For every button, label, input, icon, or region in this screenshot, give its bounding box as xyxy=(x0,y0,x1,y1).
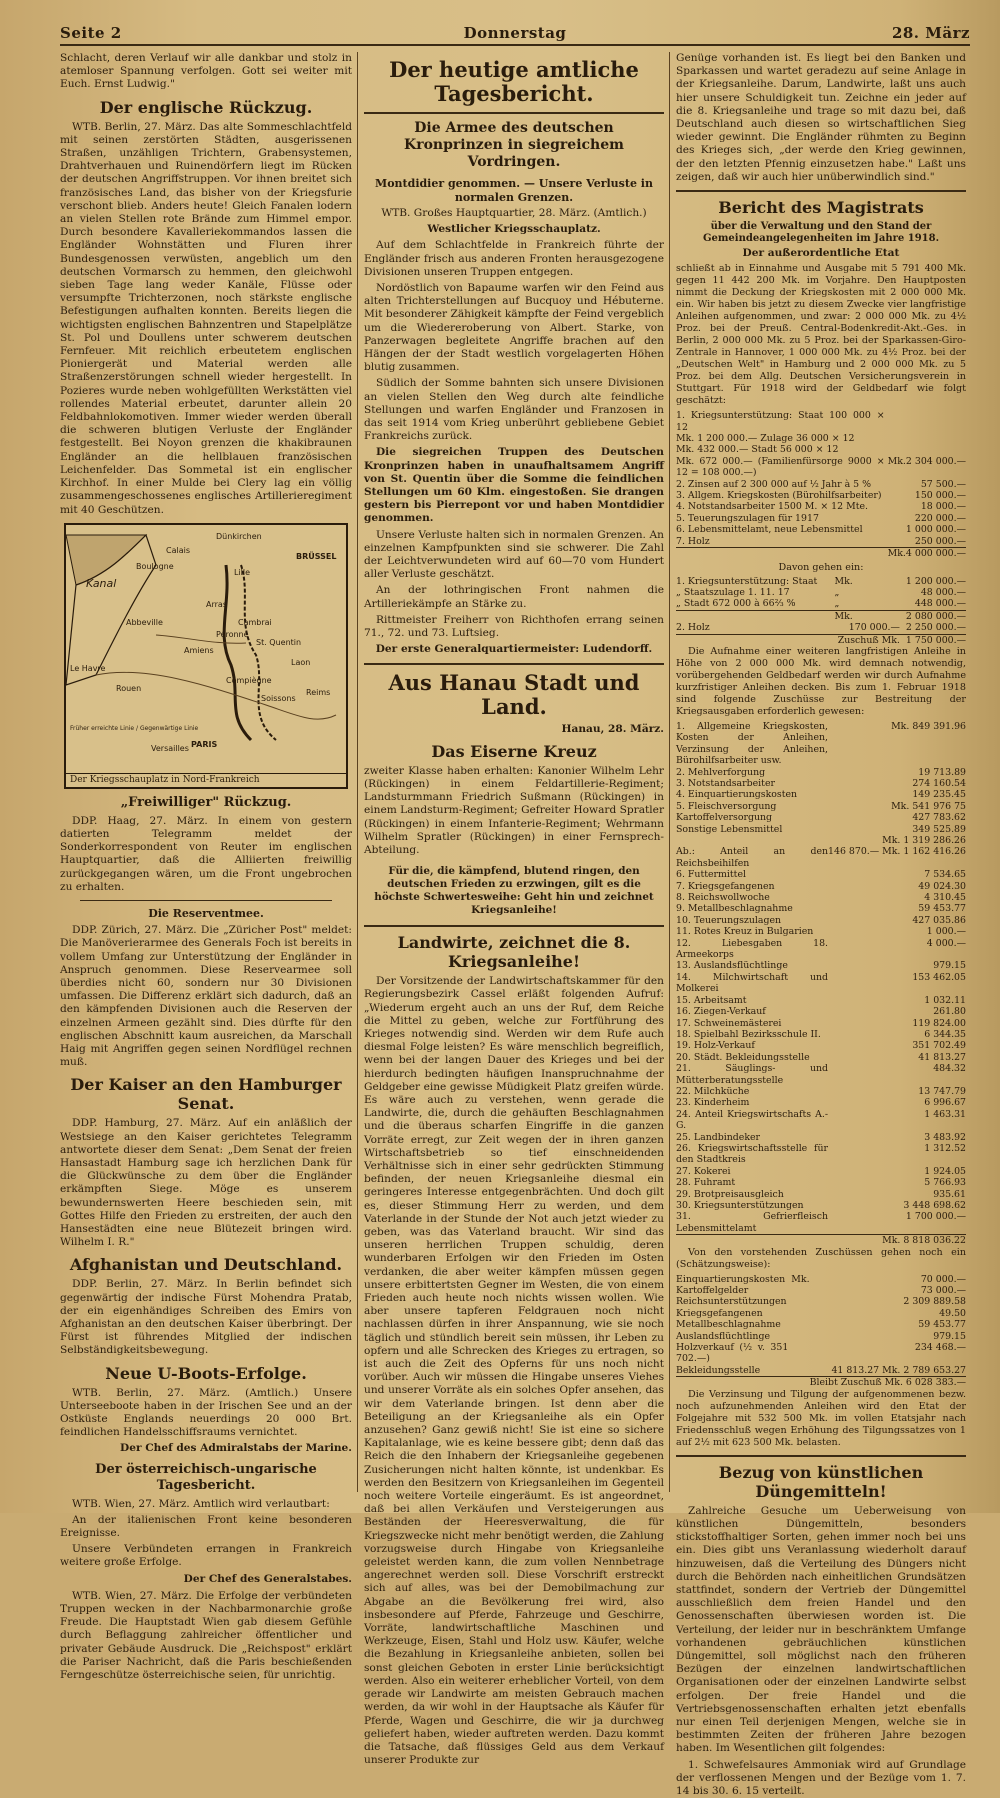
report-paragraph: Auf dem Schlachtfelde in Frankreich führte der Engländer frisch aus anderen Fronten herausgezogene Divisionen unseren Truppen entgegen. xyxy=(364,239,664,278)
table-cell: „ Stadt 672 000 à 66⅔ % xyxy=(676,598,796,610)
table-cell xyxy=(885,479,906,490)
table-row xyxy=(676,915,966,926)
separator xyxy=(364,663,664,665)
table-cell: 2 304 000.— xyxy=(905,455,966,467)
subheadline: über die Verwaltung und den Stand der Gemeindeangelegenheiten im Jahre 1918. xyxy=(702,221,940,245)
table-cell: Holzverkauf (½ v. 351 702.—) xyxy=(676,1342,789,1365)
table-row xyxy=(676,456,966,479)
income-table xyxy=(676,576,966,646)
table-row xyxy=(676,835,966,846)
table-cell: 150 000.— xyxy=(914,490,966,502)
table-cell: Mk. xyxy=(834,575,853,587)
table-cell: 5 766.93 xyxy=(924,1177,966,1189)
table-row xyxy=(676,824,966,835)
map-town-label: Péronne xyxy=(216,629,249,639)
article-text: Zahlreiche Gesuche um Ueberweisung von künstlichen Düngemitteln, besonders stickstoffhaltiger Sorten, gehen immer noch bei uns ein. Dies gibt uns Veranlassung wiederholt darauf hinzuweisen, daß die Verteilung des Düngers nicht durch die Behörden nach einheitlichen Grundsätzen stattfindet, sondern der Vertrieb der Düngemittel ausschließlich dem freien Handel und den Genossenschaften überwiesen worden ist. Die Verteilung, der leider nur in beschränktem Umfange vorhandenen gebräuchlichen künstlichen Düngemittel, soll möglichst nach den früheren Bezügen der einzelnen landwirtschaftlichen Organisationen oder der einzelnen Landwirte selbst erfolgen. Der freie Handel und die Vertriebsgenossenschaften erhalten jetzt ebenfalls nur einen Teil derjenigen Mengen, welche sie in bestimmten Zeiten der früheren Jahre bezogen haben. Im Wesentlichen gilt folgendes: xyxy=(676,1504,966,1755)
table-row xyxy=(676,892,966,903)
map-town-label: Abbeville xyxy=(126,617,163,627)
table-row xyxy=(676,1211,966,1234)
table-cell: Bekleidungsstelle xyxy=(676,1364,761,1376)
table-row xyxy=(676,1177,966,1188)
table-cell: 6 344.35 xyxy=(924,1028,966,1040)
column-rule xyxy=(357,52,358,1492)
map-drawing xyxy=(66,525,346,765)
map-town-label: Arras xyxy=(206,599,227,609)
article-title: Der Kaiser an den Hamburger Senat. xyxy=(70,1075,342,1114)
table-row xyxy=(676,1319,966,1330)
table-row xyxy=(676,490,966,501)
column-2 xyxy=(364,52,665,1767)
table-cell: 2. Zinsen auf 2 300 000 auf ½ Jahr à 5 % xyxy=(676,478,872,490)
table-cell: 1. Allgemeine Kriegskosten, Kosten der Anleihen, Verzinsung der Anleihen, Bürohilfsarbeiter usw. xyxy=(676,720,829,767)
table-cell: 979.15 xyxy=(933,1330,966,1342)
article-title: Afghanistan und Deutschland. xyxy=(69,1255,343,1275)
war-map xyxy=(64,523,348,789)
table-cell: 1 000.— xyxy=(926,926,966,938)
map-town-label: Rouen xyxy=(116,683,142,693)
table-row xyxy=(676,598,966,610)
table-cell xyxy=(788,1296,809,1307)
table-cell: 4 000.— xyxy=(926,937,966,949)
table-row xyxy=(676,801,966,812)
table-cell xyxy=(906,410,966,433)
table-cell: 23. Kinderheim xyxy=(676,1097,750,1109)
table-cell: 25. Landbindeker xyxy=(676,1131,761,1143)
table-cell: 26. Kriegswirtschaftsstelle für den Stadtkreis xyxy=(676,1142,829,1166)
table-cell: 484.32 xyxy=(933,1063,966,1075)
map-town-label: Amiens xyxy=(184,645,214,655)
map-town-label: Soissons xyxy=(261,693,296,703)
table-row xyxy=(676,1331,966,1342)
river-seine xyxy=(96,672,336,719)
table-cell: 73 000.— xyxy=(920,1285,966,1297)
table-cell: 234 468.— xyxy=(914,1342,966,1354)
article-text: Die Aufnahme einer weiteren langfristigen Anleihe in Höhe von 2 000 000 Mk. wird demnach notwendig, vorübergehenden Geldbedarf werden wir durch Aufnahme kurzfristiger Anleihen decken. Bis zum 1. Februar 1918 sind folgende Zuschüsse zur Bestreitung der Kriegsausgaben erforderlich gewesen: xyxy=(676,645,966,717)
table-row xyxy=(676,1018,966,1029)
table-cell: 5. Fleischversorgung xyxy=(676,800,777,812)
map-town-label: Boulogne xyxy=(136,561,174,571)
table-cell: 7 534.65 xyxy=(924,869,966,881)
map-town-label: Dünkirchen xyxy=(216,531,262,541)
table-cell: 19 713.89 xyxy=(918,766,966,778)
table-cell: 351 702.49 xyxy=(912,1040,966,1052)
table-cell: 18 000.— xyxy=(920,501,966,513)
article-text: Der Vorsitzende der Landwirtschaftskammer für den Regierungsbezirk Cassel erläßt folgenden Aufruf: „Wiederum ergeht auch an uns der Ruf, dem Reiche die Mittel zu geben, welche zur Fortführung des Krieges notwendig sind. Werden wir dem Rufe auch diesmal Folge leisten? Es wäre menschlich begreiflich, wenn bei der langen Dauer des Krieges und bei der hierdurch bedingten häufigen Inanspruchnahme der Geldgeber eine gewisse Müdigkeit Platz greifen würde. Es wäre auch zu verstehen, wenn gerade die Landwirte, die, durch die gehäuften Beschlagnahmen und die überaus scharfen Eingriffe in die ganzen Vorräte erregt, zur Zeit wegen der in ihren ganzen Wirtschaftsbetrieb so tief einschneidenden Verhältnisse sich in einer sehr gedrückten Stimmung befinden, der neuen Kriegsanleihe diesmal ein geringeres Interesse entgegenbrächten. Und doch gilt es, dieser Stimmung Herr zu werden, und dem Vaterlande in der Stunde der Not auch jetzt wieder zu geben, was das Vaterland braucht. Wir sind das unseren herrlichen Truppen schuldig, deren wunderbaren Erfolgen wir den Frieden im Osten verdanken, die aber weiter kämpfen müssen gegen unsere erbittertsten Gegner im Westen, die von einem Frieden auch heute noch nichts wissen wollen. Wie aber unsere tapferen Feldgrauen noch nicht nachlassen dürfen in ihrer Anspannung, wie sie noch täglich und stündlich bereit sein müssen, ihr Leben zu opfern und alle Schrecken des Krieges zu ertragen, so ist auch die Zeit des Opferns für uns noch nicht vorüber. Auch wir müssen die Hingabe unseres Viehes und unserer Vorräte als ein solches Opfer ansehen, das wir dem Vaterlande bringen. Ist denn aber die Beteiligung an der Kriegsanleihe als ein Opfer anzusehen? Ganz gewiß nicht! Sie ist eine so sichere Kapitalanlage, wie es keine bessere gibt; denn daß das Reich die den Inhabern der Kriegsanleihe gegebenen Zusicherungen nicht halten könnte, ist undenkbar. Es werden den Besitzern von Kriegsanleihen im Gegenteil noch weitere Vorteile eingeräumt. Es ist angeordnet, daß bei allen Verkäufen und Versteigerungen aus Beständen der Heeresverwaltung, die für Kriegszwecke nicht mehr benötigt werden, die Zahlung vorzugsweise durch Hingabe von Kriegsanleihe geleistet werden kann, die zum vollen Nennbetrage angerechnet werden soll. Diese Vorschrift erstreckt sich auf alles, was bei der Demobilmachung zur Abgabe an die Bevölkerung frei wird, also insbesondere auf Pferde, Fahrzeuge und Geschirre, Vorräte, landwirtschaftliche Maschinen und Werkzeuge, Eisen, Stahl und Holz usw. Käufer, welche die Bezahlung in Kriegsanleihe anbieten, sollen bei sonst gleichen Geboten in erster Linie berücksichtigt werden. Also ein weiterer erheblicher Vorteil, von dem gerade wir Landwirte am meisten Gebrauch machen werden, da wir wohl in der Hauptsache als Käufer für Pferde, Wagen und Geschirre, die wir ja durchweg geliefert haben, wieder auftreten werden. Dazu kommt die Tatsache, daß flüssiges Geld aus dem Verkauf unserer Produkte zur xyxy=(364,975,664,1767)
article-text: schließt ab in Einnahme und Ausgabe mit 5 791 400 Mk. gegen 11 442 200 Mk. im Vorjahre. Den Hauptposten nimmt die Deckung der Kriegskosten mit 2 000 000 Mk. ein. Wir haben bis jetzt zu diesem Zwecke vier langfristige Anleihen aufgenommen, und zwar: 2 000 000 Mk. zu 4½ Proz. bei der Preuß. Central-Bodenkredit-Akt.-Ges. in Berlin, 2 000 000 Mk. zu 5 Proz. bei der Sparkassen-Giro-Zentrale in Hannover, 1 000 000 Mk. zu 4½ Proz. bei der „Deutschen Welt" in Hamburg und 2 000 000 Mk. zu 5 Proz. bei dem Allg. Deutschen Versicherungsverein in Stuttgart. Für 1918 wird der Geldbedarf wie folgt geschätzt: xyxy=(676,263,966,407)
table-cell: 250 000.— xyxy=(914,535,966,547)
table-cell: Mk. xyxy=(885,548,906,560)
verse: Für die, die kämpfend, blutend ringen, den deutschen Frieden zu erzwingen, gilt es die höchste Schwertesweihe: Geht hin und zeichnet Kriegsanleihe! xyxy=(374,865,654,917)
article-text: Von den vorstehenden Zuschüssen gehen noch ein (Schätzungsweise): xyxy=(676,1246,966,1270)
table-cell: Kartoffelgelder xyxy=(676,1285,749,1297)
map-town-label: Cambrai xyxy=(238,617,272,627)
table-cell: 49.50 xyxy=(939,1307,966,1319)
subheadline: Montdidier genommen. — Unsere Verluste in normalen Grenzen. xyxy=(375,177,653,204)
table-cell: 2 250 000.— xyxy=(905,622,966,634)
table-cell: 30. Kriegsunterstützungen xyxy=(676,1200,804,1212)
table-cell: „ xyxy=(834,586,840,598)
report-paragraph: An der lothringischen Front nahmen die Artilleriekämpfe an Stärke zu. xyxy=(364,584,664,610)
table-cell: 1 924.05 xyxy=(924,1165,966,1177)
table-row xyxy=(676,576,966,587)
front-line-current xyxy=(224,565,251,740)
table-cell: 8. Reichswollwoche xyxy=(676,892,770,904)
table-row xyxy=(676,410,966,433)
article-title: „Freiwilliger" Rückzug. xyxy=(120,794,292,810)
map-town-label: Le Havre xyxy=(70,663,106,673)
article-text: Die Verzinsung und Tilgung der aufgenommenen bezw. noch aufzunehmenden Anleihen wird den Etat der Folgejahre mit 532 500 Mk. im vollen Etatsjahr nach Friedensschluß wegen Erhöhung des Tilgungssatzes von 1 auf 2½ mit 623 500 Mk. belasten. xyxy=(676,1388,966,1448)
table-cell: 4. Notstandsarbeiter 1500 M. × 12 Mte. xyxy=(676,501,868,513)
table-cell xyxy=(788,1319,809,1330)
table-cell: 70 000.— xyxy=(920,1273,966,1285)
table-cell: 4 000 000.— xyxy=(905,548,966,560)
table-cell: 12. Liebesgaben 18. Armeekorps xyxy=(676,937,829,961)
table-cell: 6. Lebensmittelamt, neue Lebensmittel xyxy=(676,524,863,536)
article-text: Genüge vorhanden ist. Es liegt bei den Banken und Sparkassen und wartet geradezu auf seine Anlage in der Kriegsanleihe. Darum, Landwirte, laßt uns auch hier unsere Schuldigkeit tun. Zeichne ein jeder auf die 8. Kriegsanleihe und trage so mit dazu bei, daß Deutschland auch diesen so wirtschaftlichen Sieg wieder gewinnt. Die Engländer rühmten zu Beginn des Krieges sich, „der werde den Krieg gewinnen, der den letzten Pfennig einzusetzen habe." Laßt uns zeigen, daß wir auch hier unüberwindlich sind." xyxy=(676,52,966,183)
table-cell: Mk. 1 200 000.— Zulage 36 000 × 12 xyxy=(676,433,855,445)
table-cell: Einquartierungskosten xyxy=(676,1273,786,1285)
table-cell: 49 024.30 xyxy=(918,880,966,892)
table-cell: 448 000.— xyxy=(914,598,966,610)
table-cell: 1 312.52 xyxy=(924,1142,966,1154)
table-row xyxy=(676,444,966,455)
page-header xyxy=(60,22,970,46)
table-cell: Mk. 1 319 286.26 xyxy=(882,835,966,847)
table-row xyxy=(676,536,966,548)
table-cell: 9. Metallbeschlagnahme xyxy=(676,903,793,915)
report-paragraph: Die siegreichen Truppen des Deutschen Kronprinzen haben in unaufhaltsamem Angriff von St. Quentin über die Somme die feindlichen Stellungen um 60 Klm. eingestoßen. Sie drangen gestern bis Pierrepont vor und haben Montdidier genommen. xyxy=(364,446,664,525)
date: 28. März xyxy=(891,24,970,42)
weekday: Donnerstag xyxy=(463,24,567,42)
table-cell xyxy=(885,490,906,501)
table-cell: 27. Kokerei xyxy=(676,1165,731,1177)
table-cell: Mk. 849 391.96 xyxy=(891,720,966,732)
table-row xyxy=(676,479,966,490)
table-row xyxy=(676,1189,966,1200)
table-cell xyxy=(906,433,966,444)
table-cell: 22. Milchküche xyxy=(676,1085,750,1097)
separator xyxy=(80,900,332,901)
table-row xyxy=(676,926,966,937)
table-cell: 5. Teuerungszulagen für 1917 xyxy=(676,512,819,524)
article-text: WTB. Berlin, 27. März. Das alte Sommeschlachtfeld mit seinen zerstörten Städten, ausgerissenen Straßen, unzähligen Trichtern, Grabensystemen, Drahtverhauen und Ruinendörfern liegt im Rücken der deutschen Angriffstruppen. Vor ihnen breitet sich französisches Land, das bisher von der Kriegsfurie verschont blieb. Anders heute! Gleich Fanalen lodern an vielen Stellen rote Brände zum Himmel empor. Durch besondere Kavalleriekommandos lassen die Engländer Wohnstätten und Fluren ihrer Bundesgenossen verwüsten, angeblich um den deutschen Vormarsch zu hemmen, den gleichwohl sieben Tage lang weder Kanäle, Flüsse oder versumpfte Trichterzonen, noch stärkste englische Befestigungen aufhalten konnten. Bereits liegen die wichtigsten englischen Bahnzentren und Stapelplätze St. Pol und Doullens unter schwerem deutschen Fernfeuer. Mit reichlich erbeutetem englischen Pioniergerät und Material werden alle Straßenzerstörungen schnell wieder hergestellt. In Pozieres wurde neben wohlgefüllten Werkstätten viel rollendes Material erbeutet, darunter allein 20 Feldbahnlokomotiven. Immer wieder werden überall die schweren blutigen Verluste der Engländer festgestellt. Bei Noyon grenzen die khakibraunen Engländer an die hellblauen französischen Leichenfelder. Das Sommetal ist ein englischer Kirchhof. In einer Mulde bei Clery lag ein völlig zusammengeschossenes englisches Artillerieregiment mit 40 Geschützen. xyxy=(60,120,352,516)
table-cell: Reichsunterstützungen xyxy=(676,1296,787,1308)
table-row xyxy=(676,778,966,789)
table-cell: 1 463.31 xyxy=(924,1108,966,1120)
table-cell: 10. Teuerungszulagen xyxy=(676,914,782,926)
report-paragraph: Rittmeister Freiherr von Richthofen errang seinen 71., 72. und 73. Luftsieg. xyxy=(364,613,664,640)
article-title: Die Reserventmee. xyxy=(148,906,264,920)
table-row xyxy=(676,972,966,995)
table-row xyxy=(676,881,966,892)
map-town-label: PARIS xyxy=(191,739,218,749)
table-row xyxy=(676,903,966,914)
section-title: Der außerordentliche Etat xyxy=(742,247,900,260)
table-cell xyxy=(788,1285,809,1296)
article-text: WTB. Wien, 27. März. Die Erfolge der verbündeten Truppen wecken in der Nachbarmonarchie große Freude. Die Hauptstadt Wien gab diesem Gefühle durch Beflaggung zahlreicher öffentlicher und privater Gebäude Ausdruck. Die „Reichspost" erklärt die Pariser Nachricht, daß die Paris beschießenden Ferngeschütze österreichische seien, für unrichtig. xyxy=(60,1589,352,1682)
table-cell: 349 525.89 xyxy=(912,823,966,835)
table-row xyxy=(676,960,966,971)
table-row xyxy=(676,1342,966,1365)
table-row xyxy=(676,869,966,880)
table-cell: 41 813.27 xyxy=(918,1051,966,1063)
table-row xyxy=(676,995,966,1006)
table-row xyxy=(676,501,966,512)
table-cell: 935.61 xyxy=(933,1188,966,1200)
table-cell: 979.15 xyxy=(933,960,966,972)
map-legend: Früher erreichte Linie / Gegenwärtige Linie xyxy=(70,724,199,732)
table-cell: 1 032.11 xyxy=(924,994,966,1006)
article-title: Der österreichisch-ungarische Tagesbericht. xyxy=(95,1461,317,1493)
column-1 xyxy=(60,52,352,1682)
table-row xyxy=(676,1200,966,1211)
table-cell: 29. Brotpreisausgleich xyxy=(676,1188,784,1200)
article-text: DDP. Hamburg, 27. März. Auf ein anläßlich der Westsiege an den Kaiser gerichtetes Telegramm antwortete dieser dem Senat: „Dem Senat der freien Hansastadt Hamburg sage ich herzlichen Dank für die Glückwünsche zu dem über die Engländer erkämpften Siege. Möge es unserem bewundernswerten Heere beschieden sein, mit Gottes Hilfe den Frieden zu erstreiten, der auch den Hansestädten eine neue Blütezeit bringen wird. Wilhelm I. R." xyxy=(60,1117,352,1249)
table-row xyxy=(676,789,966,800)
table-cell: 17. Schweinemästerei xyxy=(676,1017,782,1029)
table-cell xyxy=(885,501,906,512)
front-line-early xyxy=(241,565,276,740)
table-cell: Auslandsflüchtlinge xyxy=(676,1330,770,1342)
map-town-label: Calais xyxy=(166,545,191,555)
table-heading: Davon gehen ein: xyxy=(778,561,864,573)
article-title: Landwirte, zeichnet die 8. Kriegsanleihe! xyxy=(397,933,631,972)
page-number: Seite 2 xyxy=(60,24,122,42)
intro-text: Schlacht, deren Verlauf wir alle dankbar und stolz in atemloser Spannung verfolgen. Gott sei weiter mit Euch. Ernst Ludwig." xyxy=(60,52,352,91)
table-cell: 7. Kriegsgefangenen xyxy=(676,880,775,892)
table-row xyxy=(676,1109,966,1132)
separator xyxy=(364,925,664,927)
article-text: WTB. Berlin, 27. März. (Amtlich.) Unsere Unterseeboote haben in der Irischen See und an der Ostküste Englands neuerdings 20 000 Brt. feindlichen Handelsschiffsraums vernichtet. xyxy=(60,1386,352,1439)
table-cell: 1 750 000.— xyxy=(900,634,966,646)
table-cell: 146 870.— Mk. 1 162 416.26 xyxy=(828,846,966,858)
table-cell: 57 500.— xyxy=(920,478,966,490)
separator xyxy=(364,112,664,114)
map-caption: Der Kriegsschauplatz in Nord-Frankreich xyxy=(66,773,346,787)
table-cell: 1. Kriegsunterstützung: Staat 100 000 × 12 xyxy=(676,410,885,433)
budget-table xyxy=(676,410,966,559)
table-cell: 427 035.86 xyxy=(912,914,966,926)
separator xyxy=(676,190,966,192)
table-cell xyxy=(885,433,906,444)
table-cell: 2. Holz xyxy=(676,622,710,634)
table-cell: 24. Anteil Kriegswirtschafts A.-G. xyxy=(676,1108,829,1132)
table-cell: 2 309 889.58 xyxy=(903,1296,966,1308)
article-text: DDP. Haag, 27. März. In einem von gestern datierten Telegramm meldet der Sonderkorrespondent von Reuter im englischen Hauptquartier, daß die Alliierten freiwillig zurückgegangen wären, um die Front ungebrochen zu erhalten. xyxy=(60,814,352,893)
table-row xyxy=(676,513,966,524)
table-cell: 6. Futtermittel xyxy=(676,869,747,881)
report-paragraph: Unsere Verluste halten sich in normalen Grenzen. An einzelnen Kampfpunkten sind sie schwerer. Die Zahl der Leichtverwundeten wird auf 60—70 vom Hundert aller Verluste geschätzt. xyxy=(364,528,664,581)
table-cell: 170 000.— xyxy=(848,622,900,634)
table-cell: 13 747.79 xyxy=(918,1085,966,1097)
table-cell: 14. Milchwirtschaft und Molkerei xyxy=(676,971,829,995)
table-cell: 119 824.00 xyxy=(912,1017,966,1029)
table-cell: 4 310.45 xyxy=(924,892,966,904)
map-town-label: Laon xyxy=(291,657,311,667)
table-cell xyxy=(885,524,906,535)
map-town-label: Versailles xyxy=(151,743,189,753)
table-row xyxy=(676,433,966,444)
report-paragraph: Südlich der Somme bahnten sich unsere Divisionen an vielen Stellen den Weg durch alte feindliche Stellungen und warfen Engländer und Franzosen in das seit 1914 vom Krieg unberührt gebliebene Gebiet Frankreichs zurück. xyxy=(364,377,664,443)
table-cell: Mk. xyxy=(887,455,906,467)
table-cell: 16. Ziegen-Verkauf xyxy=(676,1006,766,1018)
table-cell: Mk. 672 000.— (Familienfürsorge 9000 × 12 = 108 000.—) xyxy=(676,455,885,479)
table-cell: 18. Spielbahl Bezirksschule II. xyxy=(676,1028,821,1040)
table-row xyxy=(676,1052,966,1063)
table-cell: 31. Gefrierfleisch Lebensmittelamt xyxy=(676,1211,829,1234)
table-cell: 274 160.54 xyxy=(912,777,966,789)
table-cell: Bleibt Zuschuß Mk. 6 028 383.— xyxy=(809,1377,966,1389)
table-cell: Zuschuß Mk. xyxy=(831,634,899,646)
map-town-label: Compiègne xyxy=(226,675,272,685)
article-text: Unsere Verbündeten errangen in Frankreich weitere große Erfolge. xyxy=(60,1543,352,1569)
table-cell: „ Staatszulage 1. 11. 17 xyxy=(676,586,790,598)
table-cell xyxy=(788,1342,809,1365)
table-cell: 3. Notstandsarbeiter xyxy=(676,777,775,789)
table-row xyxy=(676,846,966,869)
map-town-label: St. Quentin xyxy=(256,637,302,647)
table-cell: 20. Städt. Bekleidungsstelle xyxy=(676,1051,810,1063)
table-cell: 2 080 000.— xyxy=(900,610,966,622)
separator xyxy=(676,1455,966,1457)
table-row xyxy=(676,812,966,823)
table-cell xyxy=(788,1331,809,1342)
table-cell: Kartoffelversorgung xyxy=(676,812,773,824)
table-cell: Mk. 432 000.— Stadt 56 000 × 12 xyxy=(676,444,839,456)
table-row xyxy=(676,1166,966,1177)
table-cell: Mk. 8 818 036.22 xyxy=(828,1235,966,1247)
table-cell xyxy=(788,1308,809,1319)
table-cell: Mk. xyxy=(831,610,899,622)
section-title: Westlicher Kriegsschauplatz. xyxy=(427,223,601,236)
table-cell: 149 235.45 xyxy=(912,789,966,801)
table-cell: Kriegsgefangenen xyxy=(676,1307,763,1319)
table-cell xyxy=(906,444,966,455)
table-row xyxy=(676,1006,966,1017)
table-cell: 11. Rotes Kreuz in Bulgarien xyxy=(676,926,814,938)
table-row xyxy=(676,1097,966,1108)
map-town-label: Lille xyxy=(234,567,251,577)
table-row xyxy=(676,1308,966,1319)
table-cell: 1 000 000.— xyxy=(905,524,966,536)
table-cell: 59 453.77 xyxy=(918,903,966,915)
table-cell: 59 453.77 xyxy=(918,1319,966,1331)
report-paragraph: Nordöstlich von Bapaume warfen wir den Feind aus alten Trichterstellungen auf Bucquoy und Hébuterne. Mit besonderer Zähigkeit kämpfte der Feind vergeblich um die Wiedereroberung von Albert. Starke, von Panzerwagen begleitete Angriffe brachen auf den Hängen der der Stadt westlich vorgelagerten Höhen blutig zusammen. xyxy=(364,282,664,374)
table-cell: Mk. xyxy=(791,1273,810,1285)
map-town-label: BRÜSSEL xyxy=(296,551,337,561)
table-cell: 7. Holz xyxy=(676,535,710,547)
table-cell: 28. Fuhramt xyxy=(676,1177,736,1189)
table-cell: 41 813.27 Mk. 2 789 653.27 xyxy=(831,1364,966,1376)
table-row xyxy=(676,524,966,535)
headline: Der heutige amtliche Tagesbericht. xyxy=(389,57,639,106)
table-cell: Mk. 541 976 75 xyxy=(891,800,966,812)
article-title: Das Eiserne Kreuz xyxy=(431,741,597,761)
table-cell: Sonstige Lebensmittel xyxy=(676,823,783,835)
table-row xyxy=(676,1274,966,1285)
table-row xyxy=(676,1029,966,1040)
table-cell: „ xyxy=(834,598,840,610)
table-cell xyxy=(885,536,906,548)
table-cell xyxy=(885,513,906,524)
table-cell: 13. Auslandsflüchtlinge xyxy=(676,960,788,972)
article-title: Der englische Rückzug. xyxy=(99,97,313,117)
table-cell: 3 448 698.62 xyxy=(903,1200,966,1212)
refunds-table xyxy=(676,1274,966,1389)
dateline: WTB. Großes Hauptquartier, 28. März. (Amtlich.) xyxy=(381,207,647,219)
table-cell: 1. Kriegsunterstützung: Staat xyxy=(676,575,818,587)
signature: Der Chef des Admiralstabs der Marine. xyxy=(120,1442,352,1455)
table-row xyxy=(676,767,966,778)
table-cell: 220 000.— xyxy=(914,512,966,524)
table-cell: 3 483.92 xyxy=(924,1131,966,1143)
article-text: DDP. Zürich, 27. März. Die „Züricher Post" meldet: Die Manöverierarmee des Generals Foch ist bereits in vollem Umfang zur Unterstützung der Engländer in Anspruch genommen. Diese Reservearmee soll überdies nicht 60, sondern nur 30 Divisionen umfassen. Die Differenz erklärt sich dadurch, daß an den kämpfenden Divisionen auch die Reserven der einzelnen Armeen gezählt sind. Dies dürfte für den englischen Abschnitt kaum ausreichen, da Marschall Haig mit Angriffen gegen seinen Nordflügel rechnen muß. xyxy=(60,924,352,1069)
table-row xyxy=(676,1143,966,1166)
subheadline: Die Armee des deutschen Kronprinzen in siegreichem Vordringen. xyxy=(404,120,624,170)
table-cell xyxy=(788,1365,809,1377)
table-cell: 48 000.— xyxy=(920,586,966,598)
table-row xyxy=(676,1086,966,1097)
table-row xyxy=(676,1132,966,1143)
column-rule xyxy=(669,52,670,1492)
local-dateline: Hanau, 28. März. xyxy=(561,722,664,735)
table-cell: 261.80 xyxy=(933,1006,966,1018)
table-cell: 2. Mehlverforgung xyxy=(676,766,766,778)
article-text: zweiter Klasse haben erhalten: Kanonier Wilhelm Lehr (Rückingen) in einem Feldartillerie-Regiment; Landsturmmann Friedrich Sußmann (Rückingen) in einem Landsturm-Regiment; Gefreiter Howard Spratler (Rückingen) in einem Infanterie-Regiment; Wehrmann Wilhelm Spratler (Rückingen) in einer Fernsprech-Abteilung. xyxy=(364,764,665,856)
article-text: 1. Schwefelsaures Ammoniak wird auf Grundlage der verflossenen Mengen und der Bezüge vom 1. 7. 14 bis 30. 6. 15 verteilt. xyxy=(676,1758,966,1797)
table-row xyxy=(676,1040,966,1051)
table-cell xyxy=(676,835,828,846)
table-cell: Ab.: Anteil an den Reichsbeihilfen xyxy=(676,846,829,869)
article-text: DDP. Berlin, 27. März. In Berlin befindet sich gegenwärtig der indische Fürst Mohendra Pratab, der ein eigenhändiges Schreiben des Emirs von Afghanistan an den deutschen Kaiser überbringt. Der Fürst ist führendes Mitglied der indischen Selbständigkeitsbewegung. xyxy=(60,1278,352,1357)
table-cell: 19. Holz-Verkauf xyxy=(676,1040,755,1052)
table-row xyxy=(676,587,966,598)
expenses-table xyxy=(676,721,966,1247)
table-row xyxy=(676,1063,966,1086)
article-title: Bericht des Magistrats xyxy=(718,198,924,218)
table-cell: Metallbeschlagnahme xyxy=(676,1319,781,1331)
table-row xyxy=(676,938,966,961)
table-row xyxy=(676,1285,966,1296)
article-text: WTB. Wien, 27. März. Amtlich wird verlautbart: xyxy=(72,1497,330,1510)
table-row xyxy=(676,721,966,767)
table-cell xyxy=(885,444,906,455)
table-cell: 153 462.05 xyxy=(912,971,966,983)
article-title: Neue U-Boots-Erfolge. xyxy=(105,1363,307,1383)
table-cell: 6 996.67 xyxy=(924,1097,966,1109)
table-cell xyxy=(885,410,906,433)
column-3 xyxy=(676,52,966,1797)
local-headline: Aus Hanau Stadt und Land. xyxy=(388,669,640,719)
table-cell: 3. Allgem. Kriegskosten (Bürohilfsarbeiter) xyxy=(676,490,882,502)
signature: Der erste Generalquartiermeister: Ludendorff. xyxy=(375,643,653,656)
article-title: Bezug von künstlichen Düngemitteln! xyxy=(718,1462,924,1501)
table-cell: 1 200 000.— xyxy=(905,575,966,587)
table-cell: 21. Säuglings- und Mütterberatungsstelle xyxy=(676,1063,829,1086)
table-cell: 427 783.62 xyxy=(912,812,966,824)
table-row xyxy=(676,1296,966,1307)
table-cell: 15. Arbeitsamt xyxy=(676,994,747,1006)
table-cell: 4. Einquartierungskosten xyxy=(676,789,798,801)
map-town-label: Reims xyxy=(306,687,331,697)
table-cell: 1 700 000.— xyxy=(905,1211,966,1223)
signature: Der Chef des Generalstabes. xyxy=(183,1572,352,1585)
table-row xyxy=(676,1365,966,1377)
article-text: An der italienischen Front keine besonderen Ereignisse. xyxy=(60,1513,352,1540)
map-town-label: Kanal xyxy=(86,576,117,590)
